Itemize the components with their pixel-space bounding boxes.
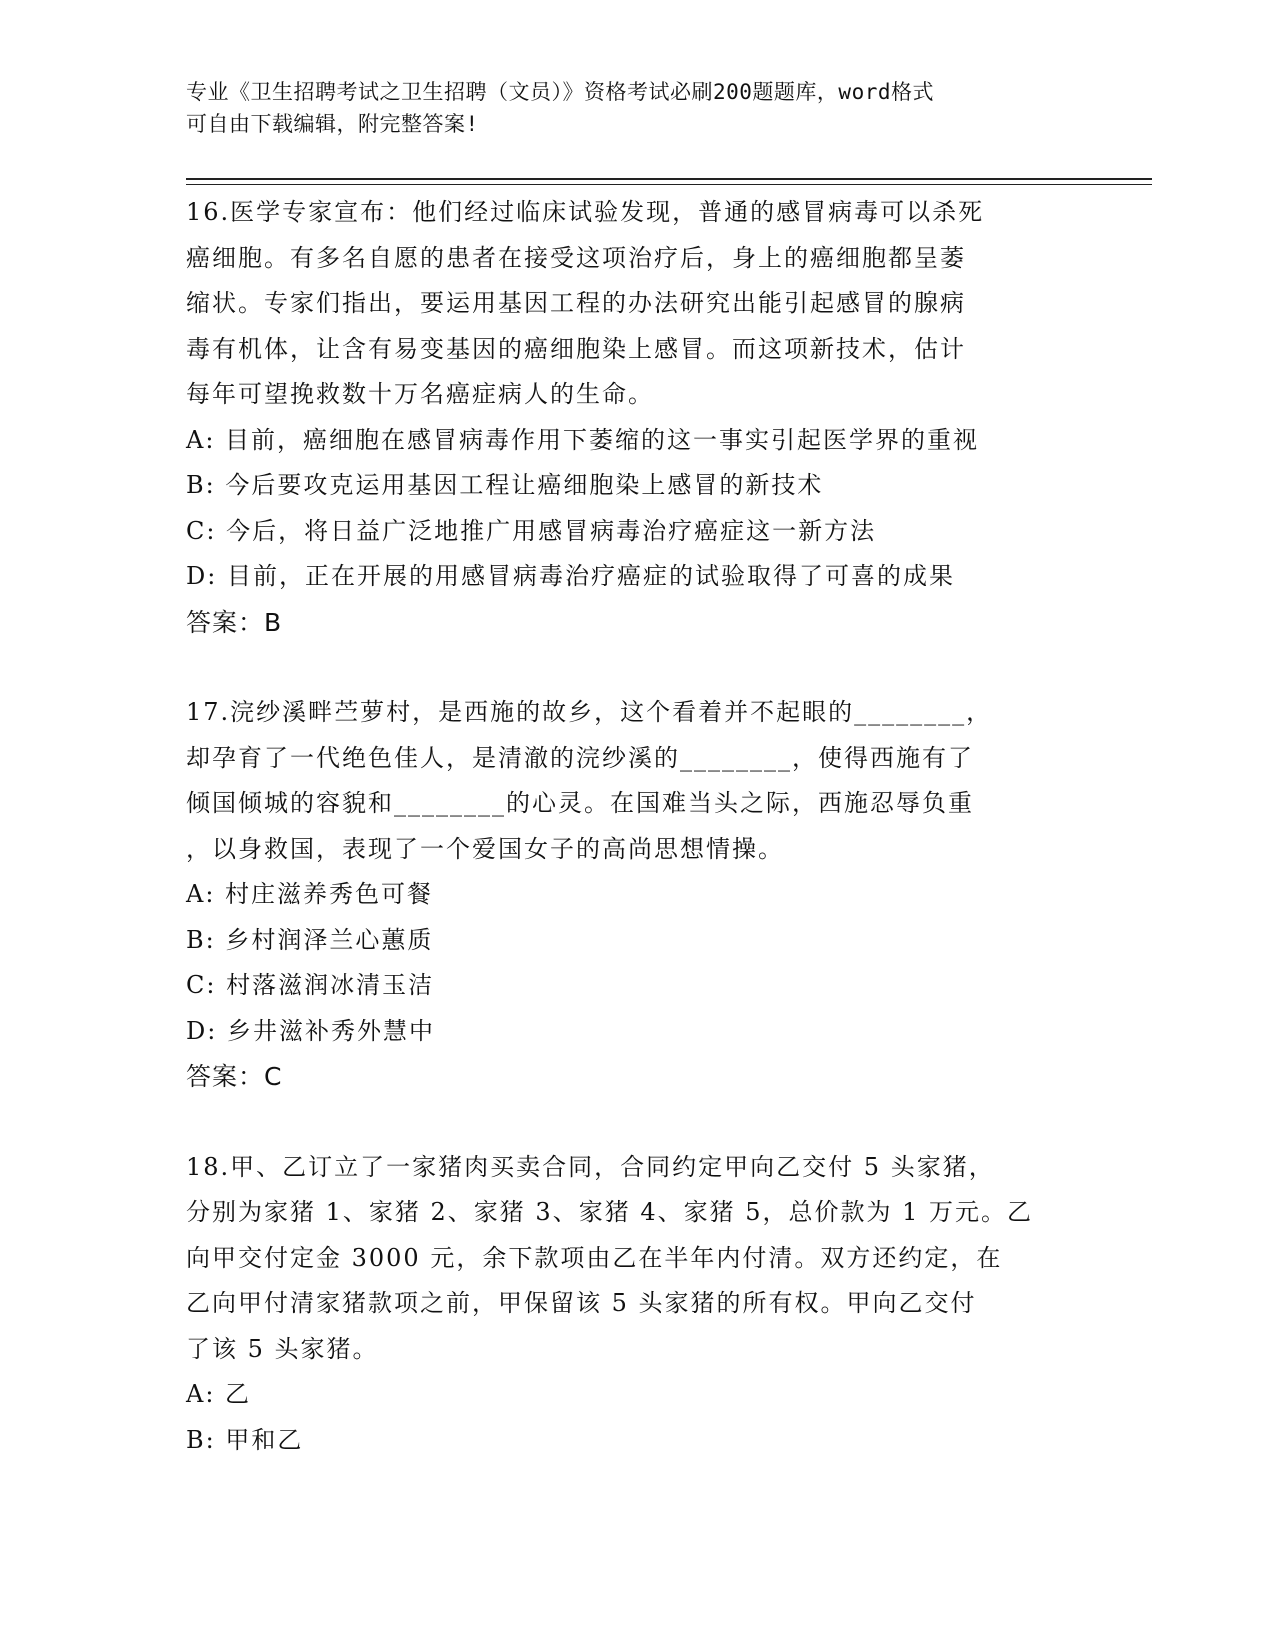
question-stem-line: 16.医学专家宣布：他们经过临床试验发现，普通的感冒病毒可以杀死 [186,198,985,226]
question-stem-line: 分别为家猪 1、家猪 2、家猪 3、家猪 4、家猪 5，总价款为 1 万元。乙 [186,1198,1034,1226]
question-stem-line: 了该 5 头家猪。 [186,1334,379,1363]
question-stem-line: 倾国倾城的容貌和________的心灵。在国难当头之际，西施忍辱负重 [186,789,974,817]
question-18 [186,1145,1086,1464]
question-stem-line: 缩状。专家们指出，要运用基因工程的办法研究出能引起感冒的腺病 [186,289,966,317]
option-d: D: 目前，正在开展的用感冒病毒治疗癌症的试验取得了可喜的成果 [186,562,955,590]
question-stem-line: ，以身救国，表现了一个爱国女子的高尚思想情操。 [186,834,784,863]
option-b: B: 今后要攻克运用基因工程让癌细胞染上感冒的新技术 [186,471,824,499]
option-a: A: 村庄滋养秀色可餐 [186,880,434,908]
option-b: B: 乡村润泽兰心蕙质 [186,925,434,954]
header-divider-thin [186,184,1152,185]
option-a: A: 乙 [186,1380,252,1408]
question-16 [186,190,1086,645]
question-spacer [186,645,1086,690]
option-c: C: 村落滋润冰清玉洁 [186,971,435,999]
option-a: A: 目前，癌细胞在感冒病毒作用下萎缩的这一事实引起医学界的重视 [186,425,980,454]
question-stem-line: 却孕育了一代绝色佳人，是清澈的浣纱溪的________，使得西施有了 [186,743,974,772]
question-stem-line: 癌细胞。有多名自愿的患者在接受这项治疗后，身上的癌细胞都呈萎 [186,243,966,272]
option-b: B: 甲和乙 [186,1425,304,1454]
option-c: C: 今后，将日益广泛地推广用感冒病毒治疗癌症这一新方法 [186,516,877,545]
question-stem-line: 每年可望挽救数十万名癌症病人的生命。 [186,380,654,408]
header-divider-thick [186,178,1152,180]
document-header [186,76,1086,140]
answer-label: 答案：C [186,1062,283,1091]
question-spacer [186,1100,1086,1145]
header-title-line-1: 专业《卫生招聘考试之卫生招聘（文员）》资格考试必刷200题题库，word格式 [186,80,934,104]
question-list [186,190,1086,1463]
question-17 [186,690,1086,1100]
question-stem-line: 17.浣纱溪畔苎萝村，是西施的故乡，这个看着并不起眼的________， [186,698,993,726]
header-title-line-2: 可自由下载编辑，附完整答案! [186,112,479,136]
question-stem-line: 乙向甲付清家猪款项之前，甲保留该 5 头家猪的所有权。甲向乙交付 [186,1289,977,1317]
question-stem-line: 向甲交付定金 3000 元，余下款项由乙在半年内付清。双方还约定，在 [186,1243,1003,1272]
question-stem-line: 18.甲、乙订立了一家猪肉买卖合同，合同约定甲向乙交付 5 头家猪， [186,1152,995,1181]
question-stem-line: 毒有机体，让含有易变基因的癌细胞染上感冒。而这项新技术，估计 [186,334,966,363]
answer-label: 答案：B [186,607,283,637]
option-d: D: 乡井滋补秀外慧中 [186,1016,435,1045]
